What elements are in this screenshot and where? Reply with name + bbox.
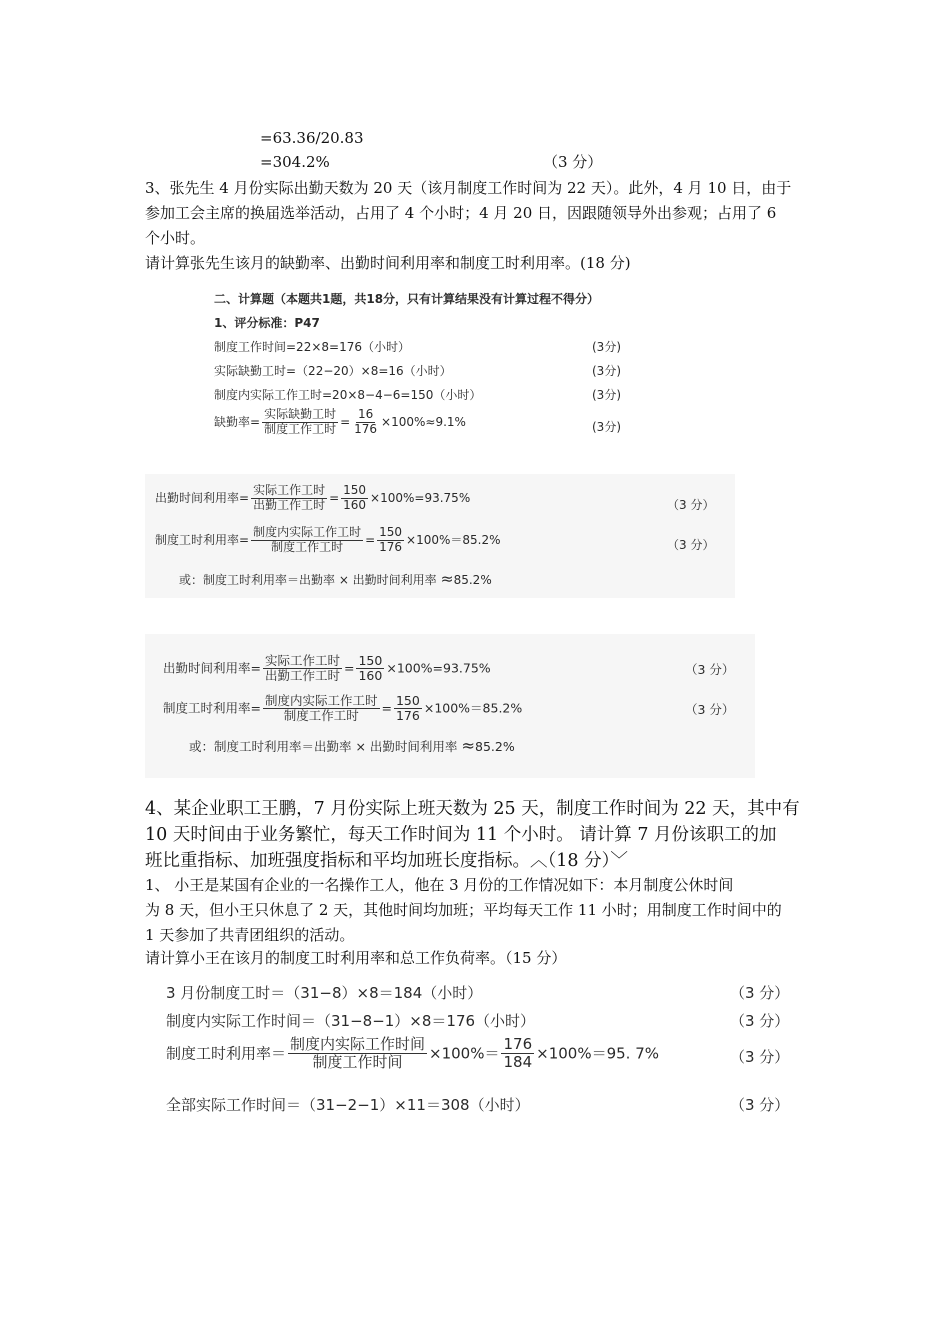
answer-image-4	[160, 972, 800, 1120]
system-hours-utilization-formula	[155, 526, 501, 555]
value-numerator: 176	[503, 1035, 533, 1053]
formula-label: 制度工时利用率=	[155, 532, 250, 547]
approx-symbol: ≈	[440, 570, 454, 588]
formula-multiplier: ×100%＝	[429, 1044, 500, 1063]
value-fraction	[501, 1036, 534, 1072]
question-xiaowang-line-1: 1、 小王是某国有企业的一名操作工人，他在 3 月份的工作情况如下：本月制度公休时间	[145, 876, 734, 894]
formula-result: ×100%≈9.1%	[381, 414, 466, 429]
question-4-line-3: 班比重指标、加班强度指标和平均加班长度指标。︿（18 分）﹀	[145, 851, 628, 871]
answer-image-2	[145, 474, 735, 598]
formula-label: 缺勤率=	[214, 414, 261, 429]
question-3-line-2: 参加工会主席的换届选举活动，占用了 4 个小时；4 月 20 日，因跟随领导外出参观；占用了 6	[145, 204, 777, 222]
fraction-numerator: 制度内实际工作工时	[264, 693, 378, 708]
question-3-line-3: 个小时。	[145, 229, 206, 247]
formula-fraction	[251, 526, 363, 555]
approx-symbol: ≈	[461, 736, 476, 755]
fraction-numerator: 实际缺勤工时	[264, 407, 337, 421]
formula-label: 制度工时利用率＝	[166, 1044, 287, 1063]
formula-result: ×100%=93.75%	[370, 490, 471, 505]
formula-b-points: （3 分）	[667, 538, 715, 552]
question-3-line-1: 3、张先生 4 月份实际出勤天数为 20 天（该月制度工作时间为 22 天）。此外，4 月 10 日，由于	[145, 179, 792, 197]
value-denominator: 160	[343, 497, 367, 512]
value-denominator: 160	[358, 668, 383, 684]
alternative-formula	[179, 570, 492, 588]
answer-line-3: 制度内实际工作工时=20×8−4−6=150（小时）	[214, 388, 482, 402]
calc-line-1: =63.36/20.83	[260, 129, 364, 147]
system-hours-utilization-formula	[166, 1036, 659, 1072]
formula-result: ×100%＝85.2%	[423, 700, 523, 716]
answer-line-1: 制度工作时间=22×8=176（小时）	[214, 340, 410, 354]
answer-line-4-points: (3分)	[592, 420, 621, 434]
calc-line-2: =304.2%	[260, 153, 330, 171]
answer-header: 二、计算题（本题共1题，共18分，只有计算结果没有计算过程不得分）	[214, 292, 600, 306]
answer-image-3	[145, 634, 755, 778]
value-fraction	[394, 694, 422, 724]
question-4-line-1: 4、某企业职工王鹏，7 月份实际上班天数为 25 天，制度工作时间为 22 天，其中有	[145, 799, 800, 819]
value-fraction	[356, 654, 384, 684]
value-numerator: 150	[343, 483, 367, 497]
question-xiaowang-line-2: 为 8 天，但小王只休息了 2 天，其他时间均加班；平均每天工作 11 小时；用制度工作时间中的	[145, 901, 782, 919]
actual-work-time: 制度内实际工作时间＝（31−8−1）×8＝176（小时）	[166, 1012, 536, 1030]
fraction-numerator: 制度内实际工作时间	[290, 1035, 426, 1053]
attendance-utilization-formula	[163, 654, 491, 684]
formula-fraction	[263, 694, 380, 724]
formula-result: ×100%＝95. 7%	[536, 1044, 659, 1063]
value-fraction	[352, 408, 379, 437]
total-actual-work-time: 全部实际工作时间＝（31−2−1）×11＝308（小时）	[166, 1096, 530, 1114]
question-xiaowang-line-4: 请计算小王在该月的制度工时利用率和总工作负荷率。（15 分）	[145, 949, 567, 967]
fraction-denominator: 制度工作工时	[283, 708, 359, 724]
formula-result: ×100%＝85.2%	[406, 532, 501, 547]
value-numerator: 150	[358, 653, 383, 668]
formula-equals: =	[381, 700, 392, 716]
value-fraction	[341, 484, 368, 513]
fraction-denominator: 制度工作工时	[271, 539, 344, 554]
answer-line-1-points: (3分)	[592, 340, 621, 354]
scoring-standard: 1、评分标准：P47	[214, 316, 320, 330]
value-denominator: 184	[503, 1053, 533, 1072]
fraction-denominator: 出勤工作工时	[253, 497, 326, 512]
answer-line-2-points: (3分)	[592, 364, 621, 378]
answer-line-2: 实际缺勤工时=（22−20）×8=16（小时）	[214, 364, 452, 378]
formula-fraction	[263, 654, 342, 684]
alternative-text: 或：制度工时利用率＝出勤率 × 出勤时间利用率	[189, 739, 458, 754]
attendance-utilization-formula	[155, 484, 470, 513]
question-3-line-4: 请计算张先生该月的缺勤率、出勤时间利用率和制度工时利用率。(18 分)	[145, 254, 631, 272]
actual-work-time-points: （3 分）	[730, 1012, 790, 1030]
fraction-numerator: 制度内实际工作工时	[253, 525, 362, 539]
march-system-hours-points: （3 分）	[730, 984, 790, 1002]
value-numerator: 150	[379, 525, 403, 539]
fraction-numerator: 实际工作工时	[264, 653, 340, 668]
formula-a-points: （3 分）	[685, 662, 735, 677]
formula-equals: =	[365, 532, 376, 547]
value-numerator: 150	[395, 693, 420, 708]
formula-equals: =	[340, 414, 351, 429]
formula-fraction	[288, 1036, 427, 1072]
march-system-hours: 3 月份制度工时＝（31−8）×8＝184（小时）	[166, 984, 483, 1002]
formula-fraction	[262, 408, 338, 437]
formula-label: 制度工时利用率=	[163, 700, 261, 716]
system-hours-utilization-points: （3 分）	[730, 1048, 790, 1066]
answer-image-1	[210, 284, 640, 454]
fraction-denominator: 出勤工作工时	[264, 668, 340, 684]
question-4-line-2: 10 天时间由于业务繁忙，每天工作时间为 11 个小时。 请计算 7 月份该职工的加	[145, 825, 777, 845]
value-denominator: 176	[354, 421, 378, 436]
value-denominator: 176	[379, 539, 403, 554]
formula-label: 出勤时间利用率=	[155, 490, 250, 505]
fraction-denominator: 制度工作工时	[264, 421, 337, 436]
alternative-text: 或：制度工时利用率＝出勤率 × 出勤时间利用率	[179, 573, 437, 587]
formula-equals: =	[344, 660, 355, 676]
fraction-denominator: 制度工作时间	[312, 1053, 403, 1072]
value-numerator: 16	[357, 407, 374, 421]
formula-fraction	[251, 484, 327, 513]
alternative-value: 85.2%	[475, 739, 515, 754]
formula-label: 出勤时间利用率=	[163, 660, 261, 676]
formula-equals: =	[329, 490, 340, 505]
question-xiaowang-line-3: 1 天参加了共青团组织的活动。	[145, 926, 355, 944]
total-actual-work-time-points: （3 分）	[730, 1096, 790, 1114]
formula-a-points: （3 分）	[667, 498, 715, 512]
value-denominator: 176	[395, 708, 420, 724]
absence-rate-formula	[214, 408, 466, 437]
value-fraction	[377, 526, 404, 555]
alternative-formula	[189, 736, 515, 755]
fraction-numerator: 实际工作工时	[253, 483, 326, 497]
formula-result: ×100%=93.75%	[386, 660, 491, 676]
calc-line-2-points: （3 分）	[543, 153, 603, 171]
formula-b-points: （3 分）	[685, 702, 735, 717]
alternative-value: 85.2%	[453, 573, 492, 587]
answer-line-3-points: (3分)	[592, 388, 621, 402]
system-hours-utilization-formula	[163, 694, 522, 724]
